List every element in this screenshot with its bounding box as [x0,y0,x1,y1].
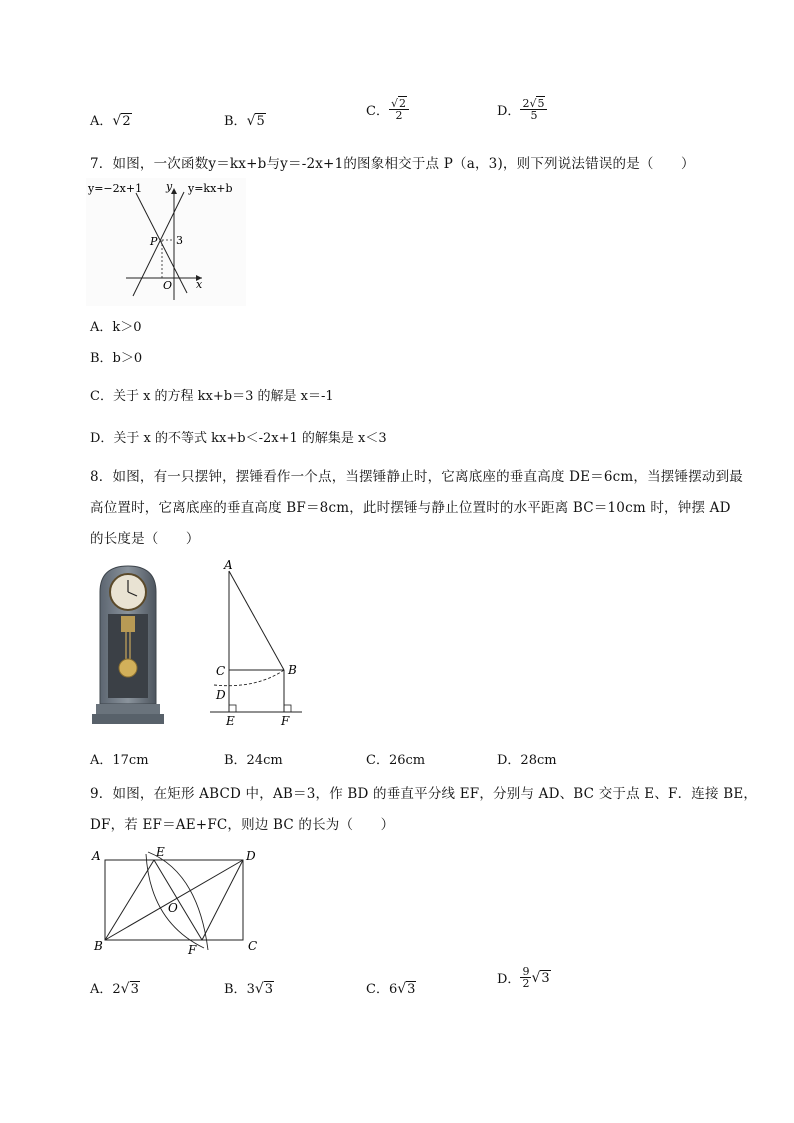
label-y-axis: y [166,180,173,193]
q7-stem: 7．如图，一次函数y＝kx+b与y＝-2x+1的图象相交于点 P（a，3)，则下列说法错误的是（ ） [90,156,695,172]
q6-option-b: B．√5 [224,113,265,129]
label-o: O [168,901,178,915]
label-f: F [281,714,290,728]
label-origin: O [163,279,173,292]
label-a: A [92,849,101,863]
label-d: D [246,849,256,863]
q8-stem-line1: 8．如图，有一只摆钟，摆锤看作一个点，当摆锤静止时，它离底座的垂直高度 DE＝6cm，当摆锤摆动到最 [90,469,744,485]
label-d: D [216,688,226,702]
label-b: B [94,939,103,953]
q8-stem-line2: 高位置时，它离底座的垂直高度 BF＝8cm，此时摆锤与静止位置时的水平距离 BC＝10cm 时，钟摆 AD [90,500,731,516]
label-x-axis: x [196,278,203,291]
q9-option-b: B．3√3 [224,981,274,997]
q9-stem-line1: 9．如图，在矩形 ABCD 中，AB＝3，作 BD 的垂直平分线 EF，分别与 AD、BC 交于点 E、F．连接 BE， [90,786,758,802]
q8-option-a: A．17cm [90,753,149,768]
q9-option-d: D． $\frac{9}{2}$ √3 [497,965,550,990]
q7-figure-graph [86,178,246,306]
q9-figure-rectangle [88,842,268,960]
label-point-p: P [150,235,158,248]
q9-stem-line2: DF，若 EF＝AE+FC，则边 BC 的长为（ ） [90,817,395,833]
q7-option-c: C．关于 x 的方程 kx+b＝3 的解是 x＝-1 [90,389,334,404]
q8-option-c: C．26cm [366,753,426,768]
q8-figure-geometry [206,557,310,729]
label-c: C [248,939,258,953]
q7-option-d: D．关于 x 的不等式 kx+b＜-2x+1 的解集是 x＜3 [90,431,387,446]
label-e: E [156,845,165,859]
q8-option-d: D．28cm [497,753,557,768]
label-line1: y=−2x+1 [88,182,143,195]
q7-option-a: A．k＞0 [90,320,142,335]
q6-option-c: C． $\frac{√2}{2}$ [366,98,409,121]
q7-option-b: B．b＞0 [90,351,143,366]
q9-option-c: C．6√3 [366,981,416,997]
label-c: C [216,664,226,678]
pendulum-clock-image [88,562,168,732]
label-f: F [188,943,197,957]
q8-option-b: B．24cm [224,753,283,768]
label-b: B [288,663,297,677]
label-a: A [224,558,233,572]
label-e: E [226,714,235,728]
label-tick-3: 3 [176,234,183,247]
q6-option-d: D． $\frac{2√5}{5}$ [497,98,547,121]
q6-option-a: A．√2 [90,113,131,129]
label-line2: y=kx+b [188,182,233,195]
q9-option-a: A．2√3 [90,981,139,997]
q8-stem-line3: 的长度是（ ） [90,531,200,547]
